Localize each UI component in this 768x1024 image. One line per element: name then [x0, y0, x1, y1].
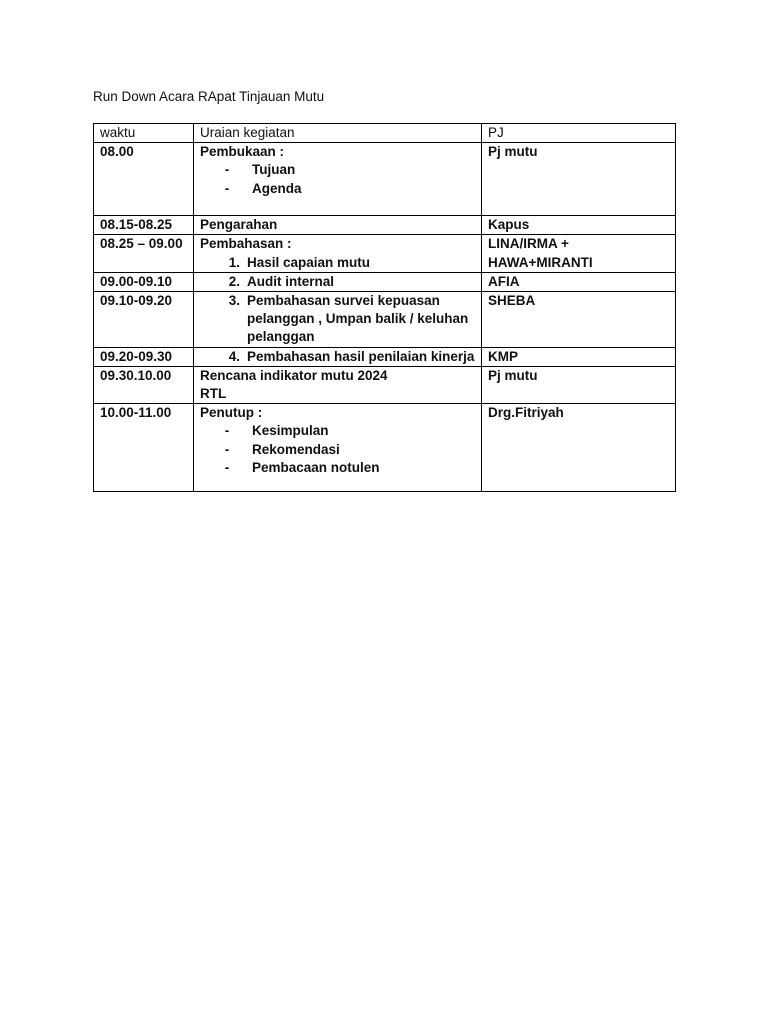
list-item-text: Tujuan	[252, 162, 296, 178]
list-item-line: pelanggan , Umpan balik / keluhan	[247, 311, 469, 327]
table-row	[94, 143, 676, 216]
header-activity: Uraian kegiatan	[194, 124, 482, 143]
time-cell: 08.25 – 09.00	[94, 235, 194, 272]
list-item	[200, 459, 481, 477]
number-marker: 1.	[228, 254, 240, 270]
pj-cell: Drg.Fitriyah	[482, 404, 676, 492]
page-title: Run Down Acara RApat Tinjauan Mutu	[93, 89, 325, 104]
rundown-table	[93, 123, 676, 492]
time-cell: 10.00-11.00	[94, 404, 194, 492]
activity-cell	[194, 292, 482, 348]
activity-cell: Pengarahan	[194, 216, 482, 235]
pj-line: HAWA+MIRANTI	[488, 254, 593, 270]
activity-line: Rencana indikator mutu 2024	[200, 367, 388, 383]
list-item-text: Pembacaan notulen	[252, 459, 380, 475]
list-item	[200, 161, 481, 179]
activity-heading: Pembahasan :	[200, 236, 292, 252]
list-item-line: pelanggan	[247, 329, 315, 345]
list-item	[200, 422, 481, 440]
list-item-text: Hasil capaian mutu	[247, 254, 371, 270]
activity-line: RTL	[200, 386, 227, 402]
number-marker: 4.	[228, 348, 240, 364]
list-item-text: Kesimpulan	[252, 423, 329, 439]
bullet-marker: -	[224, 162, 230, 178]
time-cell: 09.20-09.30	[94, 347, 194, 366]
list-item	[200, 180, 481, 198]
pj-cell: Pj mutu	[482, 366, 676, 403]
table-row	[94, 272, 676, 291]
pj-cell: Pj mutu	[482, 143, 676, 216]
activity-cell	[194, 272, 482, 291]
list-item-text: Audit internal	[247, 273, 334, 289]
number-marker: 3.	[228, 293, 240, 309]
header-time: waktu	[94, 124, 194, 143]
list-item-line: Pembahasan survei kepuasan	[247, 293, 440, 309]
pj-cell: SHEBA	[482, 292, 676, 348]
list-item	[200, 292, 481, 347]
time-cell: 09.00-09.10	[94, 272, 194, 291]
bullet-marker: -	[224, 459, 230, 475]
pj-cell: AFIA	[482, 272, 676, 291]
list-item-text	[240, 292, 481, 347]
activity-heading: Penutup :	[200, 405, 263, 421]
activity-cell	[194, 143, 482, 216]
list-item-text: Pembahasan hasil penilaian kinerja	[247, 348, 475, 364]
pj-cell: Kapus	[482, 216, 676, 235]
bullet-marker: -	[224, 180, 230, 196]
number-marker: 2.	[228, 273, 240, 289]
time-cell: 09.10-09.20	[94, 292, 194, 348]
list-item	[200, 273, 481, 291]
table-row	[94, 347, 676, 366]
time-cell: 09.30.10.00	[94, 366, 194, 403]
activity-cell	[194, 366, 482, 403]
table-row	[94, 292, 676, 348]
activity-heading: Pembukaan :	[200, 144, 285, 160]
activity-cell	[194, 235, 482, 272]
table-row	[94, 235, 676, 272]
pj-cell: KMP	[482, 347, 676, 366]
table-row	[94, 216, 676, 235]
bullet-marker: -	[224, 423, 230, 439]
header-pj: PJ	[482, 124, 676, 143]
list-item	[200, 254, 481, 272]
time-cell: 08.00	[94, 143, 194, 216]
bullet-marker: -	[224, 441, 230, 457]
activity-cell	[194, 404, 482, 492]
activity-cell	[194, 347, 482, 366]
pj-cell	[482, 235, 676, 272]
list-item	[200, 348, 481, 366]
table-row	[94, 404, 676, 492]
time-cell: 08.15-08.25	[94, 216, 194, 235]
table-header-row	[94, 124, 676, 143]
list-item-text: Rekomendasi	[252, 441, 340, 457]
list-item	[200, 441, 481, 459]
list-item-text: Agenda	[252, 180, 302, 196]
pj-line: LINA/IRMA +	[488, 236, 569, 252]
table-row	[94, 366, 676, 403]
